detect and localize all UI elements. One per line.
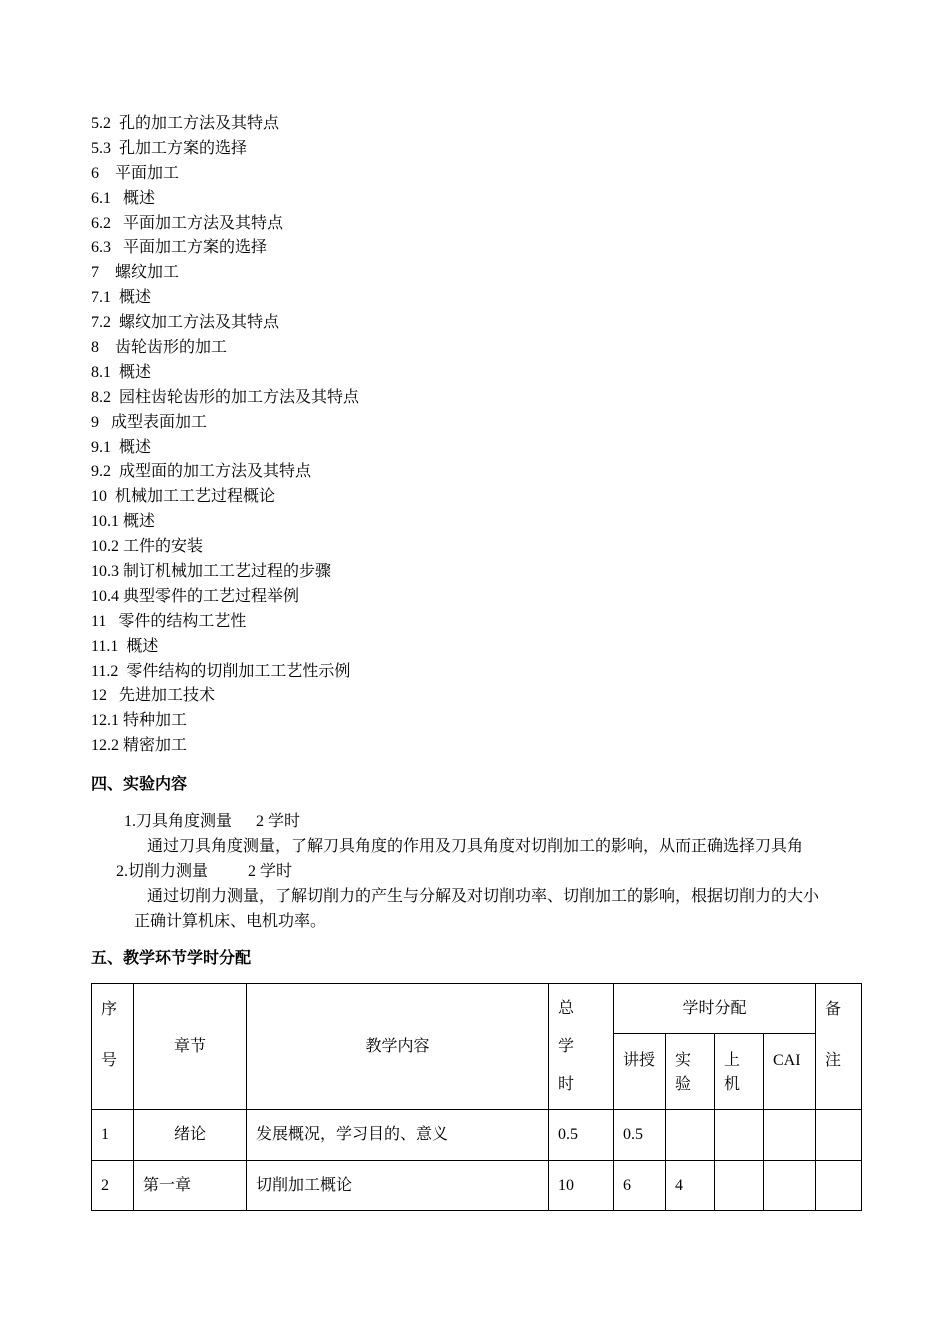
cell-content: 切削加工概论 [247, 1161, 549, 1211]
section-heading-hours: 五、教学环节学时分配 [91, 950, 252, 967]
cell-cai [764, 1110, 816, 1161]
toc-line: 7.2 螺纹加工方法及其特点 [91, 314, 280, 332]
header-computer-1: 上 [724, 1052, 741, 1069]
toc-line: 8 齿轮齿形的加工 [91, 339, 228, 357]
toc-line: 8.2 园柱齿轮齿形的加工方法及其特点 [91, 388, 360, 406]
toc-line: 12 先进加工技术 [91, 687, 216, 705]
header-lab-2: 验 [675, 1076, 692, 1093]
header-total-1: 总 [558, 999, 575, 1017]
header-lab [666, 1034, 715, 1110]
cell-lab [666, 1110, 715, 1161]
toc-line: 11 零件的结构工艺性 [91, 612, 247, 630]
toc-line: 6.3 平面加工方案的选择 [91, 239, 268, 257]
header-content: 教学内容 [247, 984, 549, 1110]
experiment-1-description: 通过刀具角度测量，了解刀具角度的作用及刀具角度对切削加工的影响，从而正确选择刀具角 [147, 838, 804, 855]
header-lecture: 讲授 [614, 1034, 666, 1110]
toc-line: 6.1 概述 [91, 189, 156, 207]
header-lab-1: 实 [675, 1052, 692, 1069]
header-chapter: 章节 [134, 984, 247, 1110]
cell-lecture: 0.5 [614, 1110, 666, 1161]
cell-chapter: 第一章 [134, 1161, 247, 1211]
cell-content: 发展概况，学习目的、意义 [247, 1110, 549, 1161]
experiment-2-description: 通过切削力测量，了解切削力的产生与分解及对切削功率、切削加工的影响，根据切削力的大小 [147, 888, 820, 905]
cell-total: 10 [549, 1161, 614, 1211]
toc-line: 9.2 成型面的加工方法及其特点 [91, 463, 312, 481]
cell-total: 0.5 [549, 1110, 614, 1161]
header-allocation: 学时分配 [614, 984, 816, 1034]
header-remark-bottom: 注 [825, 1052, 842, 1069]
cell-chapter: 绪论 [134, 1110, 247, 1161]
header-seq-top: 序 [101, 1001, 118, 1018]
header-computer-2: 机 [724, 1076, 741, 1093]
cell-remark [816, 1161, 862, 1211]
header-seq [92, 984, 134, 1110]
header-remark [816, 984, 862, 1110]
section-heading-experiments: 四、实验内容 [91, 776, 188, 793]
toc-line: 5.2 孔的加工方法及其特点 [91, 115, 280, 132]
toc-line: 7.1 概述 [91, 289, 152, 307]
header-total-hours [549, 984, 614, 1110]
cell-cai [764, 1161, 816, 1211]
cell-computer [715, 1161, 764, 1211]
toc-line: 7 螺纹加工 [91, 264, 180, 282]
cell-lab: 4 [666, 1161, 715, 1211]
toc-line: 12.2 精密加工 [91, 737, 188, 755]
toc-line: 10.3 制订机械加工工艺过程的步骤 [91, 563, 332, 581]
cell-seq: 1 [92, 1110, 134, 1161]
header-computer [715, 1034, 764, 1110]
toc-line: 10.2 工件的安装 [91, 538, 204, 556]
experiment-2-title: 2.切削力测量 2 学时 [116, 863, 293, 880]
hours-allocation-table [91, 983, 862, 1211]
toc-line: 11.2 零件结构的切削加工工艺性示例 [91, 662, 351, 680]
header-remark-top: 备 [825, 1001, 842, 1018]
header-cai: CAI [764, 1034, 816, 1110]
cell-lecture: 6 [614, 1161, 666, 1211]
toc-line: 10 机械加工工艺过程概论 [91, 488, 276, 506]
toc-line: 8.1 概述 [91, 363, 152, 381]
toc-line: 10.1 概述 [91, 513, 156, 531]
header-total-2: 学 [558, 1037, 575, 1055]
toc-line: 11.1 概述 [91, 637, 159, 655]
experiment-2-description-cont: 正确计算机床、电机功率。 [134, 913, 327, 930]
toc-line: 12.1 特种加工 [91, 712, 188, 730]
toc-line: 5.3 孔加工方案的选择 [91, 139, 248, 157]
cell-remark [816, 1110, 862, 1161]
table-row [92, 1161, 862, 1211]
experiment-1-title: 1.刀具角度测量 2 学时 [124, 813, 301, 830]
cell-computer [715, 1110, 764, 1161]
toc-line: 6.2 平面加工方法及其特点 [91, 214, 284, 232]
toc-line: 9 成型表面加工 [91, 413, 208, 431]
header-total-3: 时 [558, 1075, 575, 1093]
cell-seq: 2 [92, 1161, 134, 1211]
toc-line: 10.4 典型零件的工艺过程举例 [91, 587, 300, 605]
table-row [92, 1110, 862, 1161]
toc-line: 9.1 概述 [91, 438, 152, 456]
table-of-contents [91, 112, 359, 759]
table-header-row [92, 984, 862, 1034]
toc-line: 6 平面加工 [91, 164, 180, 182]
header-seq-bottom: 号 [101, 1052, 118, 1069]
